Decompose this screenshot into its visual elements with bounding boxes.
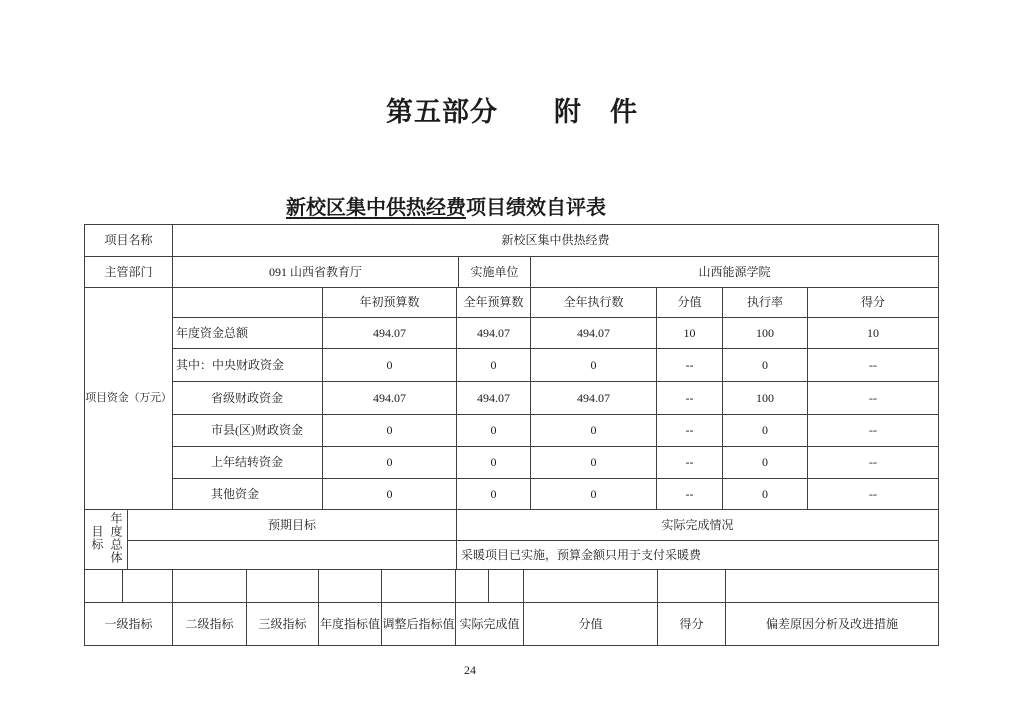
empty-cell	[247, 570, 319, 603]
funds-row-label-cell: 其他资金	[173, 479, 323, 510]
indicator-header-cell: 三级指标	[247, 603, 319, 646]
funds-row-label-cell: 上年结转资金	[173, 447, 323, 479]
empty-cell	[726, 570, 939, 603]
funds-value-cell: 0	[723, 415, 808, 447]
empty-cell	[319, 570, 382, 603]
table-row	[85, 479, 939, 510]
funds-value-cell: 0	[457, 447, 531, 479]
empty-cell	[382, 570, 456, 603]
funds-header-cell: 得分	[808, 288, 939, 318]
funds-row-label-cell: 其中：中央财政资金	[173, 349, 323, 382]
annual-goal-label-cell	[85, 510, 128, 570]
funds-value-cell: 100	[723, 382, 808, 415]
part-title: 第五部分 附 件	[386, 97, 638, 127]
indicator-header-cell: 实际完成值	[456, 603, 524, 646]
funds-value-cell: 494.07	[457, 318, 531, 349]
annual-goal-table	[84, 509, 939, 570]
indicator-header-cell: 年度指标值	[319, 603, 382, 646]
funds-value-cell: --	[657, 382, 723, 415]
indicator-header-cell: 得分	[658, 603, 726, 646]
project-name-cell: 新校区集中供热经费	[173, 225, 939, 257]
unit-label-cell: 实施单位	[459, 257, 531, 288]
funds-row-label-cell: 市县(区)财政资金	[173, 415, 323, 447]
empty-cell	[658, 570, 726, 603]
table-row	[85, 257, 939, 288]
expected-goal-content-cell	[128, 541, 457, 570]
funds-value-cell: 0	[457, 415, 531, 447]
funds-value-cell: 494.07	[323, 382, 457, 415]
funds-header-cell: 年初预算数	[323, 288, 457, 318]
funds-value-cell: --	[657, 447, 723, 479]
indicator-header-cell: 二级指标	[173, 603, 247, 646]
funds-value-cell: 0	[531, 415, 657, 447]
indicator-header-cell: 调整后指标值	[382, 603, 456, 646]
funds-value-cell: 0	[323, 479, 457, 510]
project-info-table	[84, 224, 939, 288]
funds-value-cell: 0	[723, 447, 808, 479]
project-name-label-cell: 项目名称	[85, 225, 173, 257]
spacer-row-table	[84, 569, 939, 603]
indicator-header-cell: 偏差原因分析及改进措施	[726, 603, 939, 646]
table-title-rest: 项目绩效自评表	[466, 197, 606, 219]
funds-value-cell: 0	[531, 479, 657, 510]
funds-value-cell: 100	[723, 318, 808, 349]
empty-cell	[173, 288, 323, 318]
funds-value-cell: 494.07	[323, 318, 457, 349]
table-row	[85, 447, 939, 479]
indicator-header-cell: 一级指标	[85, 603, 173, 646]
funds-value-cell: 494.07	[531, 382, 657, 415]
funds-value-cell: 0	[723, 349, 808, 382]
self-evaluation-table	[84, 224, 938, 646]
empty-cell	[524, 570, 658, 603]
expected-goal-header-cell: 预期目标	[128, 510, 457, 541]
funds-value-cell: --	[808, 415, 939, 447]
funds-value-cell: 0	[457, 479, 531, 510]
table-row	[85, 570, 939, 603]
funds-header-cell: 全年预算数	[457, 288, 531, 318]
table-row	[85, 382, 939, 415]
funds-value-cell: --	[808, 447, 939, 479]
funds-value-cell: 0	[531, 349, 657, 382]
funds-table	[84, 287, 939, 510]
funds-section-label-cell: 项目资金（万元）	[85, 288, 173, 510]
table-row	[85, 603, 939, 646]
actual-completion-header-cell: 实际完成情况	[457, 510, 939, 541]
empty-cell	[489, 570, 524, 603]
funds-value-cell: 0	[323, 349, 457, 382]
table-row	[85, 225, 939, 257]
funds-value-cell: 0	[323, 415, 457, 447]
indicator-header-table	[84, 602, 939, 646]
empty-cell	[173, 570, 247, 603]
actual-completion-content-cell: 采暖项目已实施，预算金额只用于支付采暖费	[457, 541, 939, 570]
funds-value-cell: --	[808, 479, 939, 510]
empty-cell	[85, 570, 123, 603]
funds-header-cell: 全年执行数	[531, 288, 657, 318]
funds-value-cell: --	[657, 479, 723, 510]
funds-header-cell: 执行率	[723, 288, 808, 318]
dept-label-cell: 主管部门	[85, 257, 173, 288]
table-row	[85, 288, 939, 318]
empty-cell	[456, 570, 489, 603]
funds-value-cell: 10	[657, 318, 723, 349]
funds-value-cell: 494.07	[457, 382, 531, 415]
funds-value-cell: 0	[457, 349, 531, 382]
funds-header-cell: 分值	[657, 288, 723, 318]
funds-value-cell: 0	[723, 479, 808, 510]
funds-value-cell: 0	[323, 447, 457, 479]
table-title-underlined: 新校区集中供热经费	[286, 197, 466, 219]
funds-value-cell: --	[808, 349, 939, 382]
page-number: 24	[464, 663, 476, 677]
empty-cell	[123, 570, 173, 603]
funds-row-label-cell: 年度资金总额	[173, 318, 323, 349]
funds-value-cell: --	[808, 382, 939, 415]
table-row	[85, 541, 939, 570]
funds-row-label-cell: 省级财政资金	[173, 382, 323, 415]
funds-value-cell: 0	[531, 447, 657, 479]
funds-value-cell: 10	[808, 318, 939, 349]
funds-value-cell: --	[657, 349, 723, 382]
indicator-header-cell: 分值	[524, 603, 658, 646]
unit-value-cell: 山西能源学院	[531, 257, 939, 288]
table-row	[85, 318, 939, 349]
table-row	[85, 510, 939, 541]
annual-goal-vertical-label: 年度总体目标	[90, 511, 123, 564]
table-row	[85, 415, 939, 447]
funds-value-cell: 494.07	[531, 318, 657, 349]
table-title	[0, 191, 892, 220]
funds-value-cell: --	[657, 415, 723, 447]
table-row	[85, 349, 939, 382]
dept-value-cell: 091 山西省教育厅	[173, 257, 459, 288]
